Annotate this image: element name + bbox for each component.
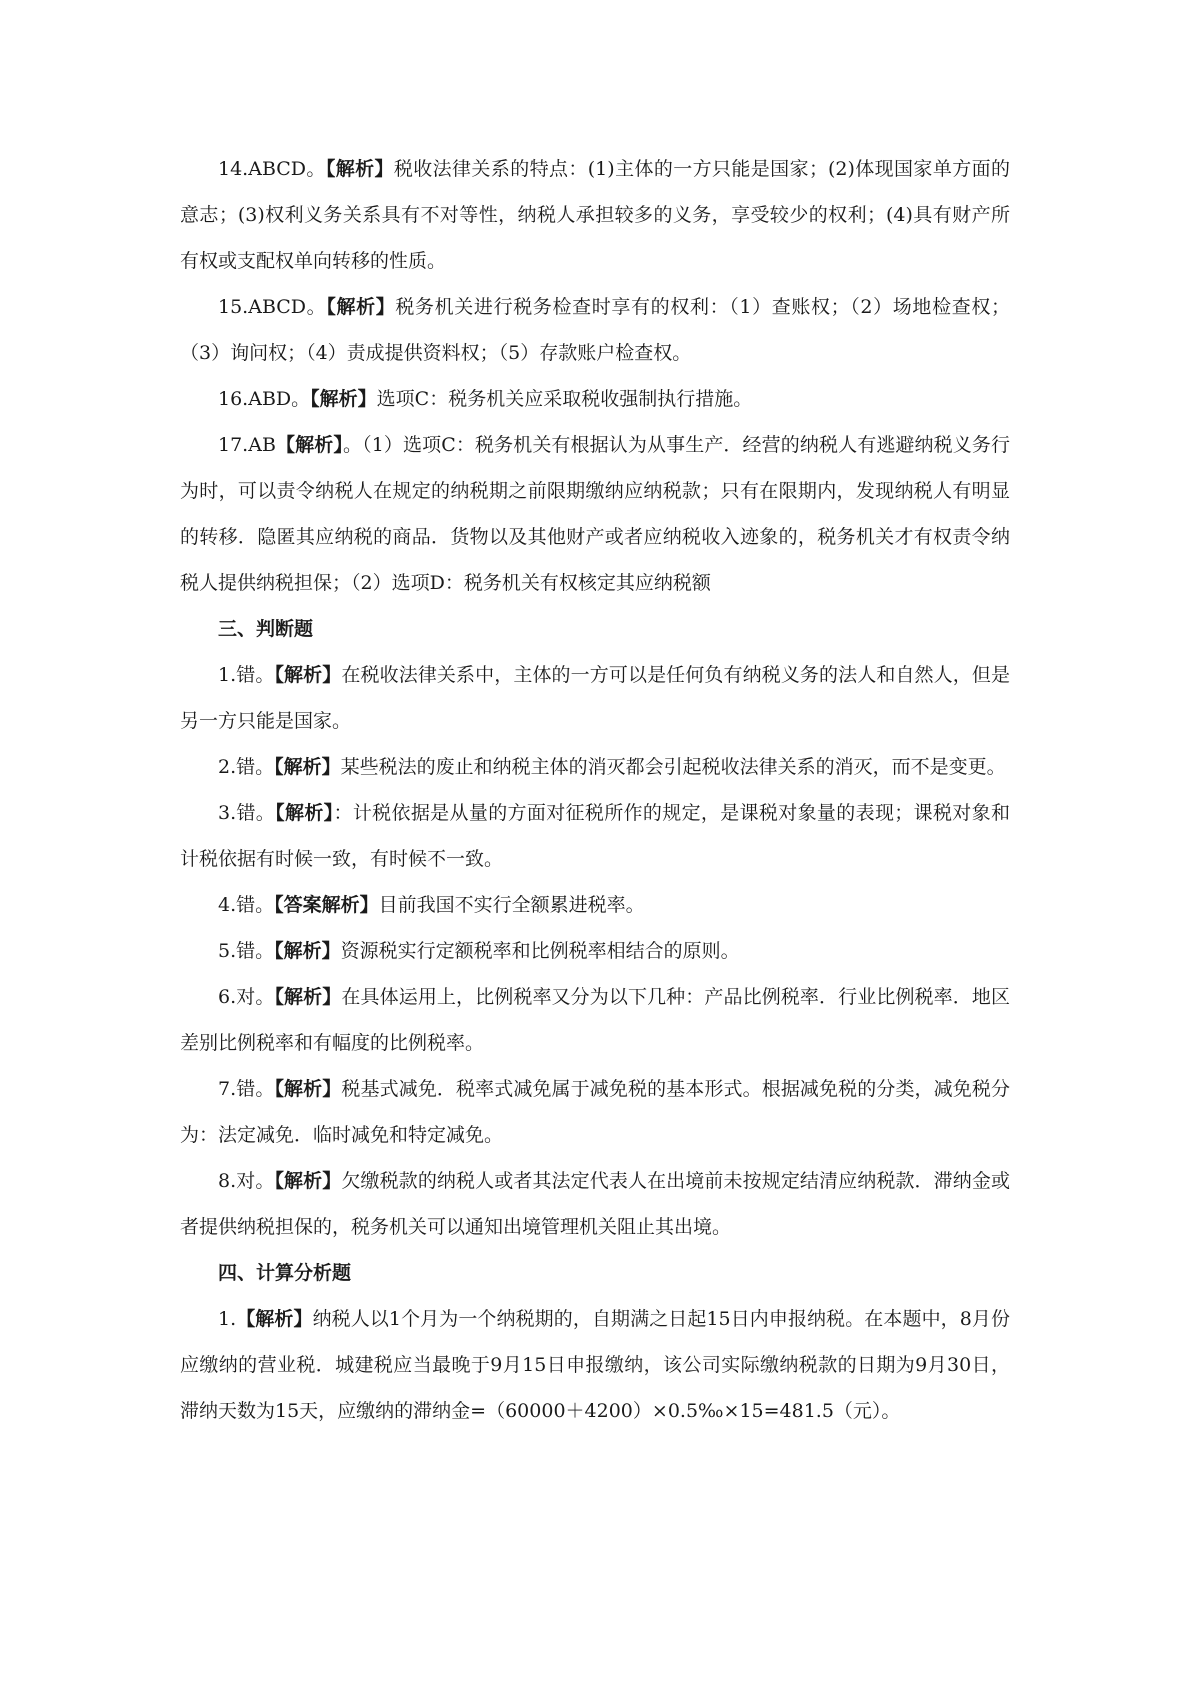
document-page [180, 146, 1010, 1434]
answer-prefix: 4.错。 [218, 894, 275, 916]
answer-prefix: 15.ABCD。 [218, 296, 327, 318]
analysis-label: 【解析】 [325, 158, 394, 180]
answer-text: 税收法律关系的特点：(1)主体的一方只能是国家；(2)体现国家单方面的意志；(3)权利义务关系具有不对等性，纳税人承担较多的义务，享受较少的权利；(4)具有财产所有权或支配权单向转移的性质。 [180, 158, 1010, 272]
answer-text: ：计税依据是从量的方面对征税所作的规定，是课税对象量的表现；课税对象和计税依据有时候一致，有时候不一致。 [180, 802, 1010, 870]
analysis-label: 【解析】 [310, 388, 377, 410]
answer-14 [180, 146, 1010, 284]
analysis-label: 【解析】 [274, 986, 342, 1008]
answer-text: 纳税人以1个月为一个纳税期的，自期满之日起15日内申报纳税。在本题中，8月份应缴纳的营业税．城建税应当最晚于9月15日申报缴纳，该公司实际缴纳税款的日期为9月30日，滞纳天数为15天，应缴纳的滞纳金=（60000＋4200）×0.5‰×15=481.5（元）。 [180, 1308, 1010, 1422]
analysis-label: 【解析】 [274, 1078, 342, 1100]
answer-prefix: 2.错。 [218, 756, 275, 778]
answer-text: 。（1）选项C：税务机关有根据认为从事生产．经营的纳税人有逃避纳税义务行为时，可以责令纳税人在规定的纳税期之前限期缴纳应纳税款；只有在限期内，发现纳税人有明显的转移．隐匿其应纳税的商品．货物以及其他财产或者应纳税收入迹象的，税务机关才有权责令纳税人提供纳税担保；（2）选项D：税务机关有权核定其应纳税额 [180, 434, 1010, 594]
answer-text: 在税收法律关系中，主体的一方可以是任何负有纳税义务的法人和自然人，但是另一方只能是国家。 [180, 664, 1010, 732]
analysis-label: 【解析】 [274, 664, 342, 686]
judgment-5 [180, 928, 1010, 974]
answer-prefix: 6.对。 [218, 986, 275, 1008]
answer-text: 税务机关进行税务检查时享有的权利：（1）查账权；（2）场地检查权；（3）询问权；（4）责成提供资料权；（5）存款账户检查权。 [180, 296, 1010, 364]
answer-15 [180, 284, 1010, 376]
analysis-label: 【解析】 [275, 802, 334, 824]
answer-prefix: 3.错。 [218, 802, 276, 824]
answer-text: 选项C：税务机关应采取税收强制执行措施。 [376, 388, 753, 410]
answer-prefix: 7.错。 [218, 1078, 275, 1100]
analysis-label: 【解析】 [275, 434, 343, 456]
analysis-label: 【解析】 [274, 1170, 342, 1192]
analysis-label: 【解析】 [236, 1308, 313, 1330]
judgment-8 [180, 1158, 1010, 1250]
judgment-6 [180, 974, 1010, 1066]
analysis-label: 【解析】 [274, 940, 341, 962]
answer-text: 在具体运用上，比例税率又分为以下几种：产品比例税率．行业比例税率．地区差别比例税率和有幅度的比例税率。 [180, 986, 1010, 1054]
analysis-label: 【答案解析】 [274, 894, 379, 916]
answer-text: 目前我国不实行全额累进税率。 [378, 894, 645, 916]
answer-prefix: 8.对。 [218, 1170, 275, 1192]
answer-prefix: 5.错。 [218, 940, 275, 962]
judgment-7 [180, 1066, 1010, 1158]
answer-text: 税基式减免．税率式减免属于减免税的基本形式。根据减免税的分类，减免税分为：法定减免．临时减免和特定减免。 [180, 1078, 1010, 1146]
judgment-4 [180, 882, 1010, 928]
answer-16 [180, 376, 1010, 422]
calculation-1 [180, 1296, 1010, 1434]
answer-prefix: 14.ABCD。 [218, 158, 326, 180]
answer-text: 欠缴税款的纳税人或者其法定代表人在出境前未按规定结清应纳税款．滞纳金或者提供纳税担保的，税务机关可以通知出境管理机关阻止其出境。 [180, 1170, 1010, 1238]
section-heading-calculation: 四、计算分析题 [218, 1262, 352, 1284]
judgment-1 [180, 652, 1010, 744]
analysis-label: 【解析】 [274, 756, 341, 778]
judgment-3 [180, 790, 1010, 882]
answer-17 [180, 422, 1010, 606]
answer-prefix: 1.错。 [218, 664, 275, 686]
answer-prefix: 1. [218, 1308, 237, 1330]
section-heading-judgment: 三、判断题 [218, 618, 314, 640]
analysis-label: 【解析】 [326, 296, 396, 318]
answer-prefix: 16.ABD。 [218, 388, 311, 410]
answer-prefix: 17.AB [218, 434, 276, 456]
answer-text: 资源税实行定额税率和比例税率相结合的原则。 [340, 940, 740, 962]
judgment-2 [180, 744, 1010, 790]
answer-text: 某些税法的废止和纳税主体的消灭都会引起税收法律关系的消灭，而不是变更。 [340, 756, 1006, 778]
